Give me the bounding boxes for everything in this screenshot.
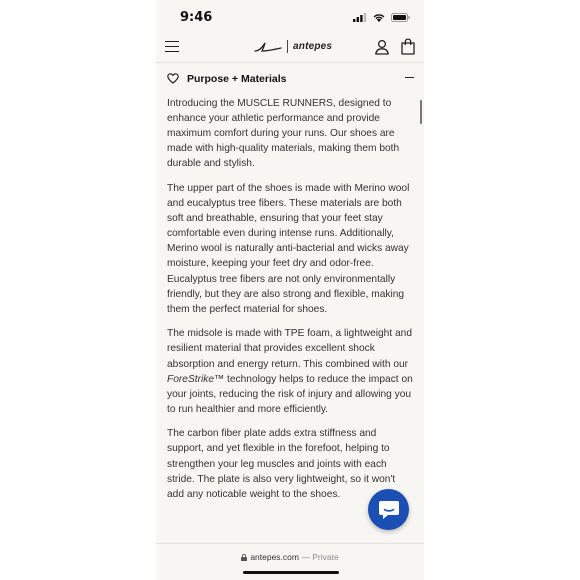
paragraph-carbon-plate: The carbon fiber plate adds extra stiffness and support, and yet flexible in the forefoot, helping to strengthen your leg muscles and joints with each stride. The plate is also very lightweight, so it won't add any noticable weight to the shoes. (167, 428, 396, 500)
heart-icon (167, 73, 179, 84)
url-text[interactable] (156, 552, 424, 562)
status-icons (353, 12, 410, 22)
battery-icon (391, 13, 410, 22)
midsole-text-a: The midsole is made with TPE foam, a lightweight and resilient material that provides excellent shock absorption and energy return. This combined with our (167, 328, 412, 370)
url-domain: antepes.com (250, 552, 299, 562)
nav-divider (156, 62, 424, 63)
lock-icon (241, 554, 247, 561)
scrollbar[interactable] (420, 100, 422, 124)
paragraph-upper: The upper part of the shoes is made with Merino wool and eucalyptus tree fibers. These materials are both soft and breathable, ensuring that your feet stay comfortable even during intense runs. Additionally, Merino wool is naturally anti-bacterial and wicks away moisture, keeping your feet dry and odor-free. Eucalyptus tree fibers are not only environmentally friendly, but they are also strong and flexible, making them the perfect material for shoes. (167, 182, 410, 315)
chat-icon (378, 500, 400, 520)
trademark-symbol: ™ (214, 373, 225, 385)
phone-screen (156, 0, 424, 580)
home-indicator[interactable] (243, 571, 339, 574)
bag-icon[interactable] (401, 38, 415, 55)
accordion-content (167, 96, 413, 511)
status-bar (156, 0, 424, 32)
wifi-icon (373, 13, 385, 22)
forestrike-term: ForeStrike (167, 373, 214, 385)
brand-name: antepes (293, 40, 333, 52)
minus-icon[interactable] (405, 77, 414, 78)
top-nav (156, 32, 424, 62)
midsole-text-b: technology helps to reduce the impact on your joints, reducing the risk of injury and allowing you to run healthier and more efficiently. (167, 373, 413, 415)
signal-icon (353, 13, 367, 22)
chat-button[interactable] (368, 489, 409, 530)
hamburger-icon[interactable] (165, 41, 179, 53)
account-icon[interactable] (374, 39, 390, 55)
status-time: 9:46 (180, 10, 213, 25)
paragraph-intro: Introducing the MUSCLE RUNNERS, designed to enhance your athletic performance and provide maximum comfort during your runs. Our shoes are made with high-quality materials, making them both durable and stylish. (167, 98, 400, 170)
accordion-title: Purpose + Materials (187, 73, 287, 85)
accordion-header-purpose-materials[interactable] (156, 66, 424, 92)
logo-divider (287, 40, 288, 53)
brand-mark-icon (254, 39, 282, 53)
url-separator: — (298, 552, 313, 562)
paragraph-midsole (167, 326, 413, 417)
url-bar[interactable] (156, 544, 424, 580)
url-privacy-label: Private (312, 552, 339, 562)
brand-logo[interactable] (254, 39, 332, 53)
